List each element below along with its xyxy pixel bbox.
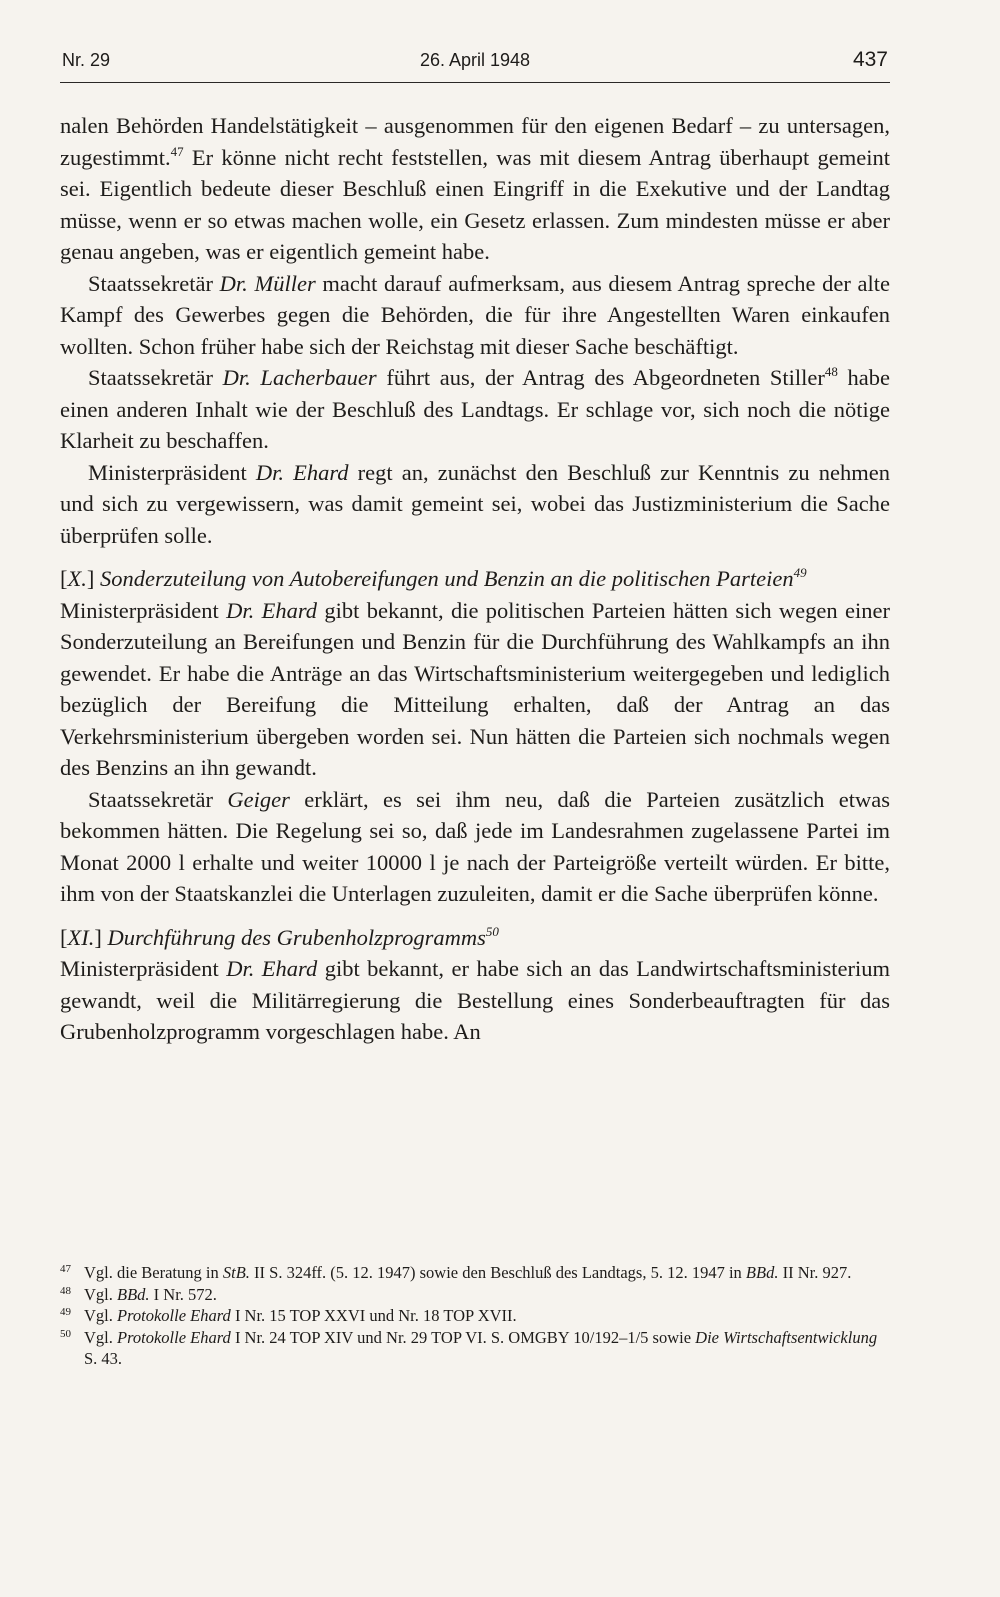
footnote-47 <box>60 1262 890 1284</box>
footnote-citation-italic: BBd. <box>117 1284 150 1304</box>
paragraph-7: Ministerpräsident Dr. Ehard gibt bekannt, er habe sich an das Landwirtschaftsministerium gewandt, weil die Militärregierung die Bestellung eines Sonderbeauftragten für das Grubenholzprogramm vorgeschlagen habe. An <box>60 956 890 1044</box>
footnote-text: I Nr. 24 TOP XIV und Nr. 29 TOP VI. S. OMGBY 10/192–1/5 sowie <box>230 1327 696 1347</box>
speaker-name: Dr. Lacherbauer <box>222 365 377 390</box>
paragraph-1: nalen Behörden Handelstätigkeit – ausgenommen für den eigenen Bedarf – zu untersagen, zugestimmt.$^{47}$ Er könne nicht recht feststellen, was mit diesem Antrag überhaupt gemeint sei. Eigentlich bedeute dieser Beschluß einen Eingriff in die Exekutive und der Landtag müsse, wenn er so etwas machen wolle, ein Gesetz erlassen. Zum mindesten müsse er aber genau angeben, was er eigentlich gemeint habe. <box>60 113 890 264</box>
page-number: 437 <box>852 48 888 71</box>
footnote-text: Vgl. <box>84 1284 117 1304</box>
running-header <box>60 48 890 83</box>
paragraph-6: Staatssekretär Geiger erklärt, es sei ihm neu, daß die Parteien zusätzlich etwas bekommen hätten. Die Regelung sei so, daß jede im Landesrahmen zugelassene Partei im Monat 2000 l erhalte und weiter 10000 l je nach der Parteigröße verteilt würden. Er bitte, ihm von der Staatskanzlei die Unterlagen zuzuleiten, damit er die Sache überprüfen könne. <box>60 786 890 906</box>
speaker-name: Dr. Müller <box>219 270 316 296</box>
footnote-number: 47 <box>60 1263 71 1275</box>
footnote-48 <box>60 1284 890 1306</box>
speaker-name: Dr. Ehard <box>255 459 349 485</box>
footnote-text: II Nr. 927. <box>778 1263 852 1282</box>
header-number: Nr. 29 <box>62 50 111 70</box>
footnote-citation-italic: Die Wirtschaftsentwicklung <box>695 1327 878 1347</box>
footnote-text: II S. 324ff. (5. 12. 1947) sowie den Beschluß des Landtags, 5. 12. 1947 in <box>249 1263 746 1282</box>
header-date: 26. April 1948 <box>419 50 531 70</box>
speaker-name: Geiger <box>227 786 290 812</box>
footnote-50 <box>60 1327 890 1370</box>
footnote-49 <box>60 1305 890 1327</box>
footnote-ref-49: 49 <box>793 564 807 580</box>
footnote-text: Vgl. <box>84 1306 117 1325</box>
footnote-citation-italic: Protokolle Ehard <box>117 1327 231 1347</box>
footnote-text: S. 43. <box>84 1349 123 1368</box>
footnote-number: 50 <box>60 1327 71 1340</box>
footnote-number: 48 <box>60 1284 71 1297</box>
footnote-ref-50: 50 <box>485 923 499 939</box>
footnote-ref-48: 48 <box>824 363 838 379</box>
footnote-citation-italic: Protokolle Ehard <box>117 1306 231 1325</box>
body-text <box>60 110 890 1048</box>
footnote-text: Vgl. die Beratung in <box>84 1263 223 1282</box>
section-heading-xi: [XI.] Durchführung des Grubenholzprogramms$^{50}$ <box>60 923 499 950</box>
paragraph-4: Ministerpräsident Dr. Ehard regt an, zunächst den Beschluß zur Kenntnis zu nehmen und sich zu vergewissern, was damit gemeint sei, wobei das Justizministerium die Sache überprüfen solle. <box>60 459 890 548</box>
footnote-number: 49 <box>60 1306 71 1318</box>
paragraph-2: Staatssekretär Dr. Müller macht darauf aufmerksam, aus diesem Antrag spreche der alte Kampf des Gewerbes gegen die Behörden, die für ihre Angestellten Waren einkaufen wollten. Schon früher habe sich der Reichstag mit dieser Sache beschäftigt. <box>60 270 891 359</box>
section-heading-x: [X.] Sonderzuteilung von Autobereifungen und Benzin an die politischen Parteien$^{49}$ <box>60 564 807 591</box>
footnote-ref-47: 47 <box>170 143 184 159</box>
footnote-text: Vgl. <box>84 1327 117 1347</box>
footnote-citation-italic: StB. <box>222 1263 250 1282</box>
footnotes <box>60 1262 890 1370</box>
footnote-text: I Nr. 572. <box>149 1284 217 1304</box>
paragraph-5: Ministerpräsident Dr. Ehard gibt bekannt, die politischen Parteien hätten sich wegen einer Sonderzuteilung an Bereifungen und Benzin für die Durchführung des Wahlkampfs an ihn gewendet. Er habe die Anträge an das Wirtschaftsministerium weitergegeben und lediglich bezüglich der Bereifung die Mitteilung erhalten, daß der Antrag an das Verkehrsministerium übergeben worden sei. Nun hätten die Parteien sich nochmals wegen des Benzins an ihn gewandt. <box>60 597 890 780</box>
speaker-name: Dr. Ehard <box>226 956 318 981</box>
speaker-name: Dr. Ehard <box>226 597 318 623</box>
footnote-citation-italic: BBd. <box>745 1263 779 1282</box>
footnote-text: I Nr. 15 TOP XXVI und Nr. 18 TOP XVII. <box>230 1306 517 1325</box>
paragraph-3: Staatssekretär Dr. Lacherbauer führt aus, der Antrag des Abgeordneten Stiller$^{48}$ habe einen anderen Inhalt wie der Beschluß des Landtags. Er schlage vor, sich noch die nötige Klarheit zu beschaffen. <box>60 363 890 453</box>
